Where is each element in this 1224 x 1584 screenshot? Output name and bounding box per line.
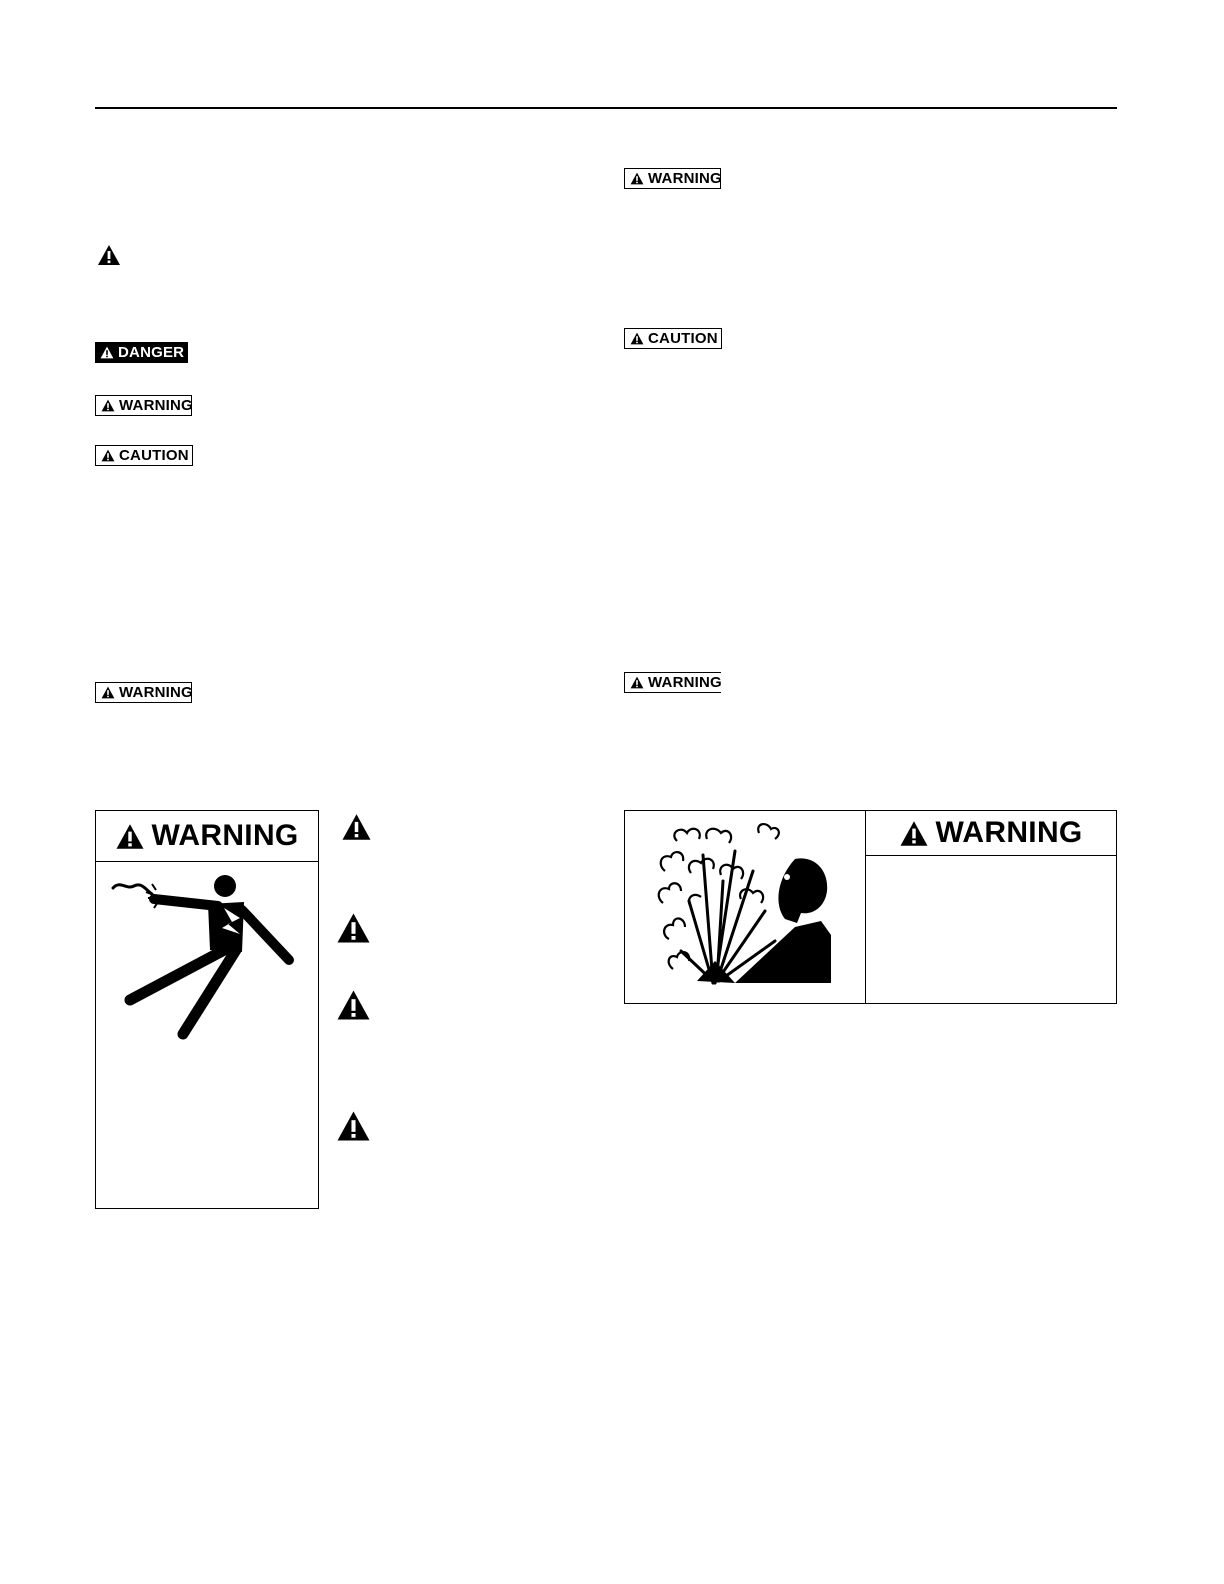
warning-badge: [95, 682, 192, 703]
explosion-warning-panel: [624, 810, 1117, 1004]
panel-header: [96, 811, 318, 862]
alert-triangle-icon: [341, 813, 372, 841]
alert-triangle-icon: [336, 912, 371, 944]
top-rule: [95, 107, 1117, 109]
caution-badge: [95, 445, 193, 466]
warning-label: WARNING: [648, 170, 722, 187]
warning-label: WARNING: [119, 397, 193, 414]
caution-label: CAUTION: [119, 447, 189, 464]
alert-triangle-icon: [100, 346, 114, 359]
warning-badge: [624, 672, 721, 693]
explosion-text-cell: [866, 811, 1116, 1003]
alert-triangle-icon: [115, 823, 145, 850]
danger-badge: [95, 342, 188, 363]
danger-label: DANGER: [118, 344, 185, 361]
alert-triangle-icon: [101, 399, 115, 412]
electrical-warning-panel: [95, 810, 319, 1209]
alert-triangle-icon: [336, 1110, 371, 1142]
warning-badge: [95, 395, 192, 416]
caution-label: CAUTION: [648, 330, 718, 347]
caution-badge: [624, 328, 722, 349]
alert-triangle-icon: [101, 686, 115, 699]
warning-badge: [624, 168, 721, 189]
alert-triangle-icon: [630, 676, 644, 689]
explosion-illustration-cell: [625, 811, 866, 1003]
panel-title: WARNING: [151, 819, 299, 852]
alert-triangle-icon: [630, 332, 644, 345]
alert-triangle-icon: [101, 449, 115, 462]
panel-title: WARNING: [935, 816, 1083, 849]
electric-shock-hazard-icon: [96, 862, 318, 1052]
panel-header: [866, 811, 1116, 856]
alert-triangle-icon: [336, 989, 371, 1021]
alert-triangle-icon: [97, 244, 121, 266]
explosion-hazard-icon: [625, 811, 865, 1003]
alert-triangle-icon: [899, 820, 929, 847]
warning-label: WARNING: [648, 674, 722, 691]
alert-triangle-icon: [630, 172, 644, 185]
warning-label: WARNING: [119, 684, 193, 701]
